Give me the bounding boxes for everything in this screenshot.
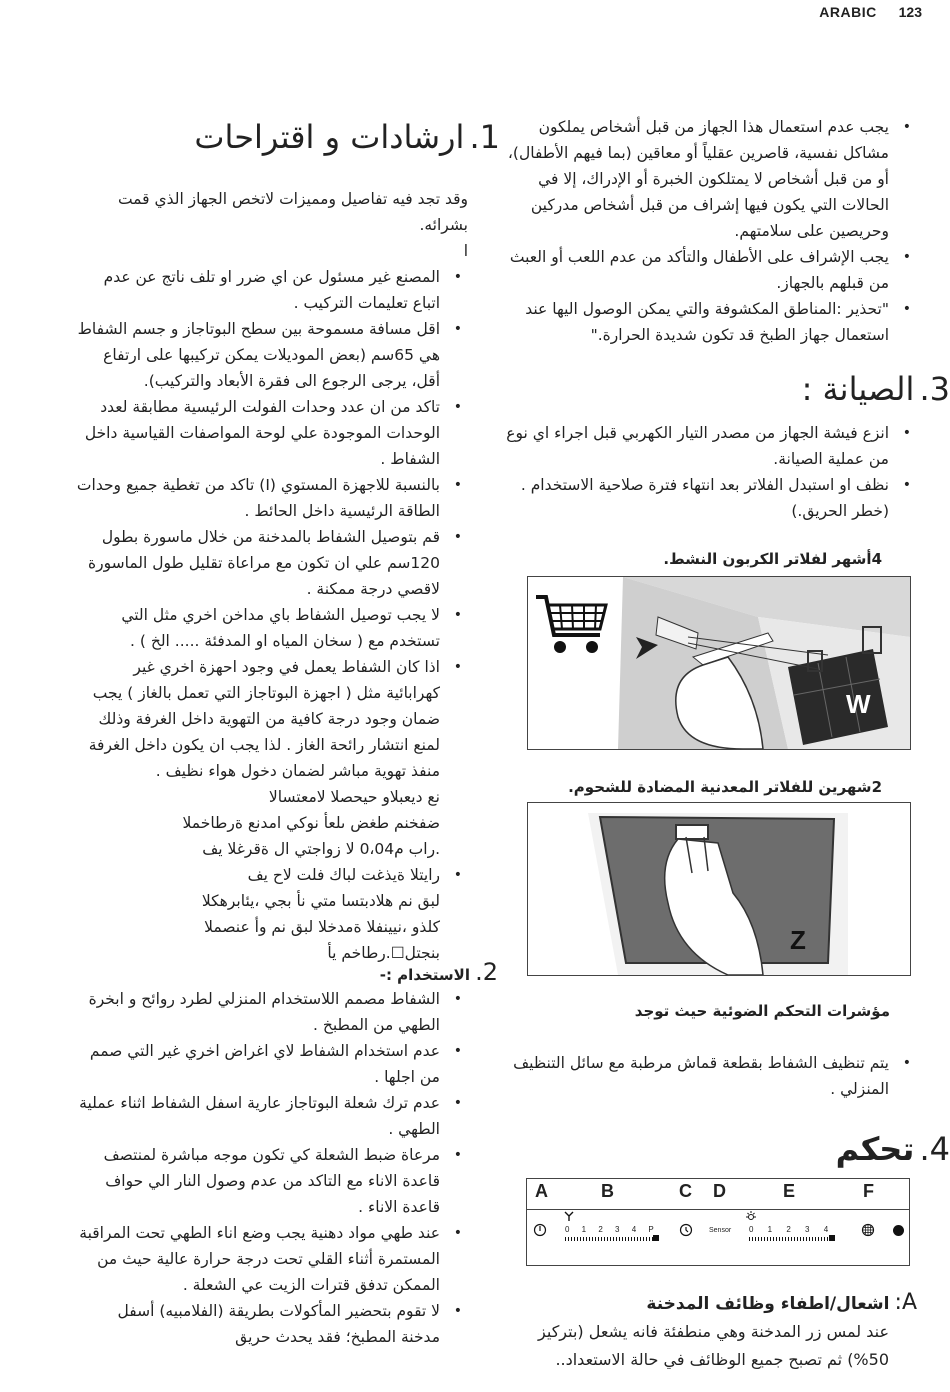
- garbled-line: بنجتل☐.رطاخم يأ: [327, 944, 440, 962]
- list-item: • عند طهي مواد دهنية يجب وضع اناء الطهي تحت المراقبة المستمرة أثناء القلي تحت درجة حرارة عالية حيث من الممكن تدفق قترات الزيت عي الشعلة .: [76, 1220, 468, 1298]
- light-icon: [745, 1210, 757, 1222]
- garbled-line: ضفخنم طغض ىلعأ نوكي امدنع ةرطاخملا: [182, 814, 440, 832]
- light-scale: 0 1 2 3 4: [749, 1225, 835, 1234]
- list-item: • اذا كان الشفاط يعمل في وجود احهزة اخري غير كهرابائية مثل ( اجهزة البوتاجاز التي تعمل بالغاز ) يجب ضمان وجود درجة كافية من التهوية داخل الغرفة وذلك لمنع انتشار رائحة الغاز . لذا يجب ان يكون داخل الغرفة منفذ تهوية مباشر لضمان دخول هواء نظيف .: [76, 654, 468, 784]
- sensor-label: Sensor: [709, 1227, 732, 1234]
- page-header: [819, 4, 922, 20]
- fan-icon: [563, 1210, 575, 1222]
- section-title: الصيانة :: [801, 370, 915, 408]
- control-label-d: D: [713, 1181, 726, 1201]
- metal-filter-figure: [527, 802, 911, 976]
- shopping-cart-icon: [534, 591, 610, 657]
- list-item: • يجب عدم استعمال هذا الجهاز من قبل أشخاص يملكون مشاكل نفسية، قاصرين عقلياً أو معاقين (بما فيهم الأطفال)، أو من قبل أشخاص لا يمتلكون الخبرة أو الإدراك، إلا في الحالات التي يكون فيها إشراف من قبل أشخاص مدركين وحريصين على سلامتهم.: [505, 114, 917, 244]
- list-item: • نظف او استبدل الفلاتر بعد انتهاء فترة صلاحية الاستخدام . (خطر الحريق.): [505, 472, 917, 524]
- list-item: • مرعاة ضبط الشعلة كي تكون موجه مباشرة لمنتصف قاعدة الاناء مع التاكد من عدم وصول النار الي حواف قاعدة الاناء .: [76, 1142, 468, 1220]
- stray-character: ا: [463, 242, 468, 260]
- list-item: • انزع فيشة الجهاز من مصدر التيار الكهربي قبل اجراء اي نوع من عملية الصيانة.: [505, 420, 917, 472]
- section-number: 2.: [475, 958, 498, 986]
- garbled-line: لبق نم هلادبتسا متي نأ بجي ،يئابرهكلا: [201, 892, 440, 910]
- list-item: • بالنسبة للاجهزة المستوي (I) تاكد من تغطية جميع وحدات الطاقة الرئيسية داخل الحائط .: [76, 472, 468, 524]
- carbon-filter-caption: 4أشهر لفلاتر الكربون النشط.: [663, 550, 882, 568]
- subsection-letter: A:: [894, 1290, 917, 1315]
- list-item: • لا تقوم بتحضير المأكولات بطريقة (الفلامبيه) أسفل مدخنة المطبخ؛ فقد يحدث حريق: [76, 1298, 468, 1350]
- list-item: • المصنع غير مسئول عن اي ضرر او تلف ناتج عن عدم اتباع تعليمات التركيب .: [76, 264, 468, 316]
- list-item: • الشفاط مصمم اللاستخدام المنزلي لطرد روائح و ابخرة الطهي من المطبخ .: [76, 986, 468, 1038]
- carbon-filter-figure: [527, 576, 911, 750]
- subsection-a-heading: [530, 1290, 917, 1315]
- section-title: تحكم: [835, 1130, 915, 1168]
- subsection-title: اشعال/اطفاء وظائف المدخنة: [646, 1294, 890, 1314]
- list-item: • عدم ترك شعلة البوتاجاز عارية اسفل الشفاط اثناء عملية الطهي .: [76, 1090, 468, 1142]
- garbled-line: • رايتلا ةيذغت لباك فلت لاح يف: [76, 862, 468, 888]
- right-column-safety: [505, 114, 917, 348]
- section-number: 4.: [919, 1130, 950, 1168]
- garbled-line: كلذو ،نيينفلا ةمدخلا لبق نم وأ عنصملا: [204, 918, 440, 936]
- section-number: 1.: [469, 118, 500, 156]
- intro-paragraph: وقد تجد فيه تفاصيل ومميزات لاتخص الجهاز الذي قمت بشرائه.: [117, 190, 468, 234]
- indicator-caption: مؤشرات التحكم الضوئية حيث توجد: [634, 1002, 890, 1020]
- maintenance-list: [505, 420, 917, 524]
- garbled-line: .راب م0،04 لا زواجتي ال ةقرغلا يف: [202, 840, 440, 858]
- garbled-line: نع ديعبلاو حيحصلا لامعتسالا: [268, 788, 440, 806]
- control-panel-diagram: [526, 1178, 910, 1266]
- cleaning-list: [505, 1050, 917, 1102]
- list-item: • تاكد من ان عدد وحدات الفولت الرئيسية مطابقة لعدد الوحدات الموجودة علي لوحة المواصفات القياسية داخل الشفاط .: [76, 394, 468, 472]
- timer-icon: [679, 1223, 693, 1237]
- section-number: 3.: [919, 370, 950, 408]
- section-2-heading: [180, 958, 498, 986]
- language-label: ARABIC: [819, 4, 877, 20]
- metal-filter-caption: 2شهرين للفلاتر المعدنية المضادة للشحوم.: [568, 778, 882, 796]
- figure-label-z: Z: [790, 925, 806, 955]
- list-item: • عدم استخدام الشفاط لاي اغراض اخري غير التي صمم من اجلها .: [76, 1038, 468, 1090]
- list-item: • لا يجب توصيل الشفاط باي مداخن اخري مثل التي تستخدم مع ( سخان المياه او المدفئة ..... الخ ) .: [76, 602, 468, 654]
- list-item: • يتم تنظيف الشفاط بقطعة قماش مرطبة مع سائل التنظيف المنزلي .: [505, 1050, 917, 1102]
- list-item: • "تحذير :المناطق المكشوفة والتي يمكن الوصول اليها عند استعمال جهاز الطبخ قد تكون شديدة الحرارة.": [505, 296, 917, 348]
- figure-label-w: W: [846, 689, 871, 719]
- left-column-section-1: [76, 186, 468, 966]
- control-label-c: C: [679, 1181, 692, 1201]
- list-item: • يجب الإشراف على الأطفال والتأكد من عدم اللعب أو العبث من قبلهم بالجهاز.: [505, 244, 917, 296]
- indicator-dot: [893, 1225, 904, 1236]
- metal-filter-illustration: [528, 803, 910, 975]
- control-label-a: A: [535, 1181, 548, 1201]
- list-item: • اقل مسافة مسموحة بين سطح البوتاجاز و جسم الشفاط هي 65سم (بعض الموديلات يمكن تركيبها على ارتفاع أقل، يرجى الرجوع الى فقرة الأبعاد والتركيب).: [76, 316, 468, 394]
- list-item: • قم بتوصيل الشفاط بالمدخنة من خلال ماسورة بطول 120سم علي ان تكون مع مراعاة تقليل طول الماسورة لاقصي درجة ممكنة .: [76, 524, 468, 602]
- control-label-b: B: [601, 1181, 614, 1201]
- filter-grid-icon: [861, 1223, 875, 1237]
- section-1-heading: [180, 118, 500, 156]
- section-title: ارشادات و اقتراحات: [194, 118, 465, 156]
- power-icon: [533, 1223, 547, 1237]
- control-label-e: E: [783, 1181, 796, 1201]
- section-3-heading: [700, 370, 950, 408]
- control-label-f: F: [863, 1181, 874, 1201]
- section-4-heading: [700, 1130, 950, 1168]
- subsection-a-text: عند لمس زر المدخنة وهي منطفئة فانه يشعل (بتركيز 50%) ثم تصبح جميع الوظائف في حالة الاستعداد..: [538, 1322, 889, 1369]
- fan-speed-scale: 0 1 2 3 4 P: [565, 1225, 659, 1234]
- page-number: 123: [898, 4, 922, 20]
- left-column-section-2: [76, 986, 468, 1350]
- section-title: الاستخدام :-: [379, 966, 470, 984]
